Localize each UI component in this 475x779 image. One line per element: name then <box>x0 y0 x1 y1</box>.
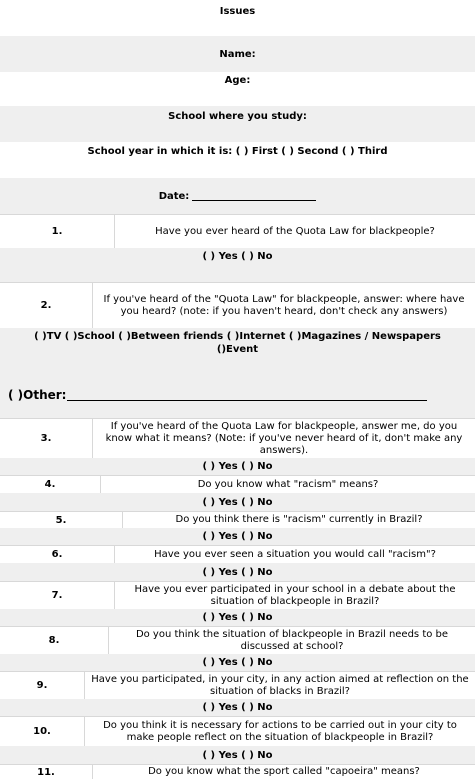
question-text: Do you know what the sport called "capoeira" means? <box>92 765 475 779</box>
question-text: If you've heard of the Quota Law for blackpeople, answer me, do you know what it means? (Note: if you've never heard of it, don't make any answers). <box>92 419 475 458</box>
question-row-1 <box>0 214 475 248</box>
answer-row-9[interactable] <box>0 699 475 716</box>
school-year-label: School year in which it is: ( ) First ( ) Second ( ) Third <box>87 146 388 157</box>
question-number: 8. <box>48 635 60 646</box>
answer-row-1[interactable] <box>0 248 475 282</box>
question-row-3 <box>0 418 475 458</box>
age-label: Age: <box>224 75 251 86</box>
yes-no-options[interactable]: ( ) Yes ( ) No <box>202 461 273 472</box>
answer-row-5[interactable] <box>0 528 475 545</box>
question-text: Do you know what "racism" means? <box>100 476 475 493</box>
answer-row-4[interactable] <box>0 493 475 511</box>
other-row[interactable] <box>0 372 475 418</box>
name-label: Name: <box>219 48 256 60</box>
other-label: ( )Other: <box>8 388 67 402</box>
question-number: 9. <box>36 680 48 691</box>
yes-no-options[interactable]: ( ) Yes ( ) No <box>202 749 273 761</box>
question-row-9 <box>0 671 475 699</box>
question-text: Do you think there is "racism" currently in Brazil? <box>122 512 475 528</box>
other-blank-line[interactable] <box>67 389 427 401</box>
school-row <box>0 106 475 142</box>
title-row <box>0 0 475 36</box>
question-row-7 <box>0 581 475 609</box>
question-text: Have you ever seen a situation you would call "racism"? <box>114 546 475 563</box>
yes-no-options[interactable]: ( ) Yes ( ) No <box>202 702 273 713</box>
question-number: 7. <box>51 590 63 601</box>
answer-row-3[interactable] <box>0 458 475 475</box>
answer-row-8[interactable] <box>0 654 475 671</box>
answer-row-2[interactable] <box>0 328 475 372</box>
school-year-row <box>0 142 475 178</box>
question-row-2 <box>0 282 475 328</box>
yes-no-options[interactable]: ( ) Yes ( ) No <box>202 251 273 262</box>
q2-options[interactable]: ( )TV ( )School ( )Between friends ( )Internet ( )Magazines / Newspapers ()Event <box>34 331 441 355</box>
question-number: 11. <box>37 766 55 778</box>
question-row-4 <box>0 475 475 493</box>
yes-no-options[interactable]: ( ) Yes ( ) No <box>202 657 273 668</box>
question-number: 3. <box>40 433 52 444</box>
question-text: If you've heard of the "Quota Law" for blackpeople, answer: where have you heard? (note: if you haven't heard, don't check any answers) <box>92 283 475 328</box>
age-row <box>0 72 475 106</box>
question-number: 5. <box>55 514 67 526</box>
yes-no-options[interactable]: ( ) Yes ( ) No <box>202 612 273 623</box>
page-title: Issues <box>219 6 256 17</box>
question-row-8 <box>0 626 475 654</box>
question-text: Have you ever heard of the Quota Law for blackpeople? <box>114 215 475 248</box>
question-text: Have you participated, in your city, in any action aimed at reflection on the situation of blacks in Brazil? <box>84 672 475 699</box>
answer-row-7[interactable] <box>0 609 475 626</box>
question-number: 10. <box>33 726 51 737</box>
name-row <box>0 36 475 72</box>
question-row-6 <box>0 545 475 563</box>
date-blank-line[interactable] <box>192 191 316 201</box>
question-number: 2. <box>40 300 52 311</box>
question-number: 1. <box>51 226 63 237</box>
school-label: School where you study: <box>168 111 307 122</box>
question-text: Have you ever participated in your school in a debate about the situation of blackpeople in Brazil? <box>114 582 475 609</box>
question-number: 6. <box>51 549 63 560</box>
question-number: 4. <box>44 479 56 490</box>
answer-row-6[interactable] <box>0 563 475 581</box>
question-row-5 <box>0 511 475 528</box>
answer-row-10[interactable] <box>0 746 475 764</box>
question-row-10 <box>0 716 475 746</box>
date-row <box>0 178 475 214</box>
date-label: Date: <box>158 190 190 202</box>
question-text: Do you think the situation of blackpeople in Brazil needs to be discussed at school? <box>108 627 475 654</box>
yes-no-options[interactable]: ( ) Yes ( ) No <box>202 531 273 542</box>
question-text: Do you think it is necessary for actions to be carried out in your city to make people reflect on the situation of blackpeople in Brazil? <box>84 717 475 746</box>
yes-no-options[interactable]: ( ) Yes ( ) No <box>202 566 273 578</box>
yes-no-options[interactable]: ( ) Yes ( ) No <box>202 496 273 508</box>
question-row-11 <box>0 764 475 779</box>
